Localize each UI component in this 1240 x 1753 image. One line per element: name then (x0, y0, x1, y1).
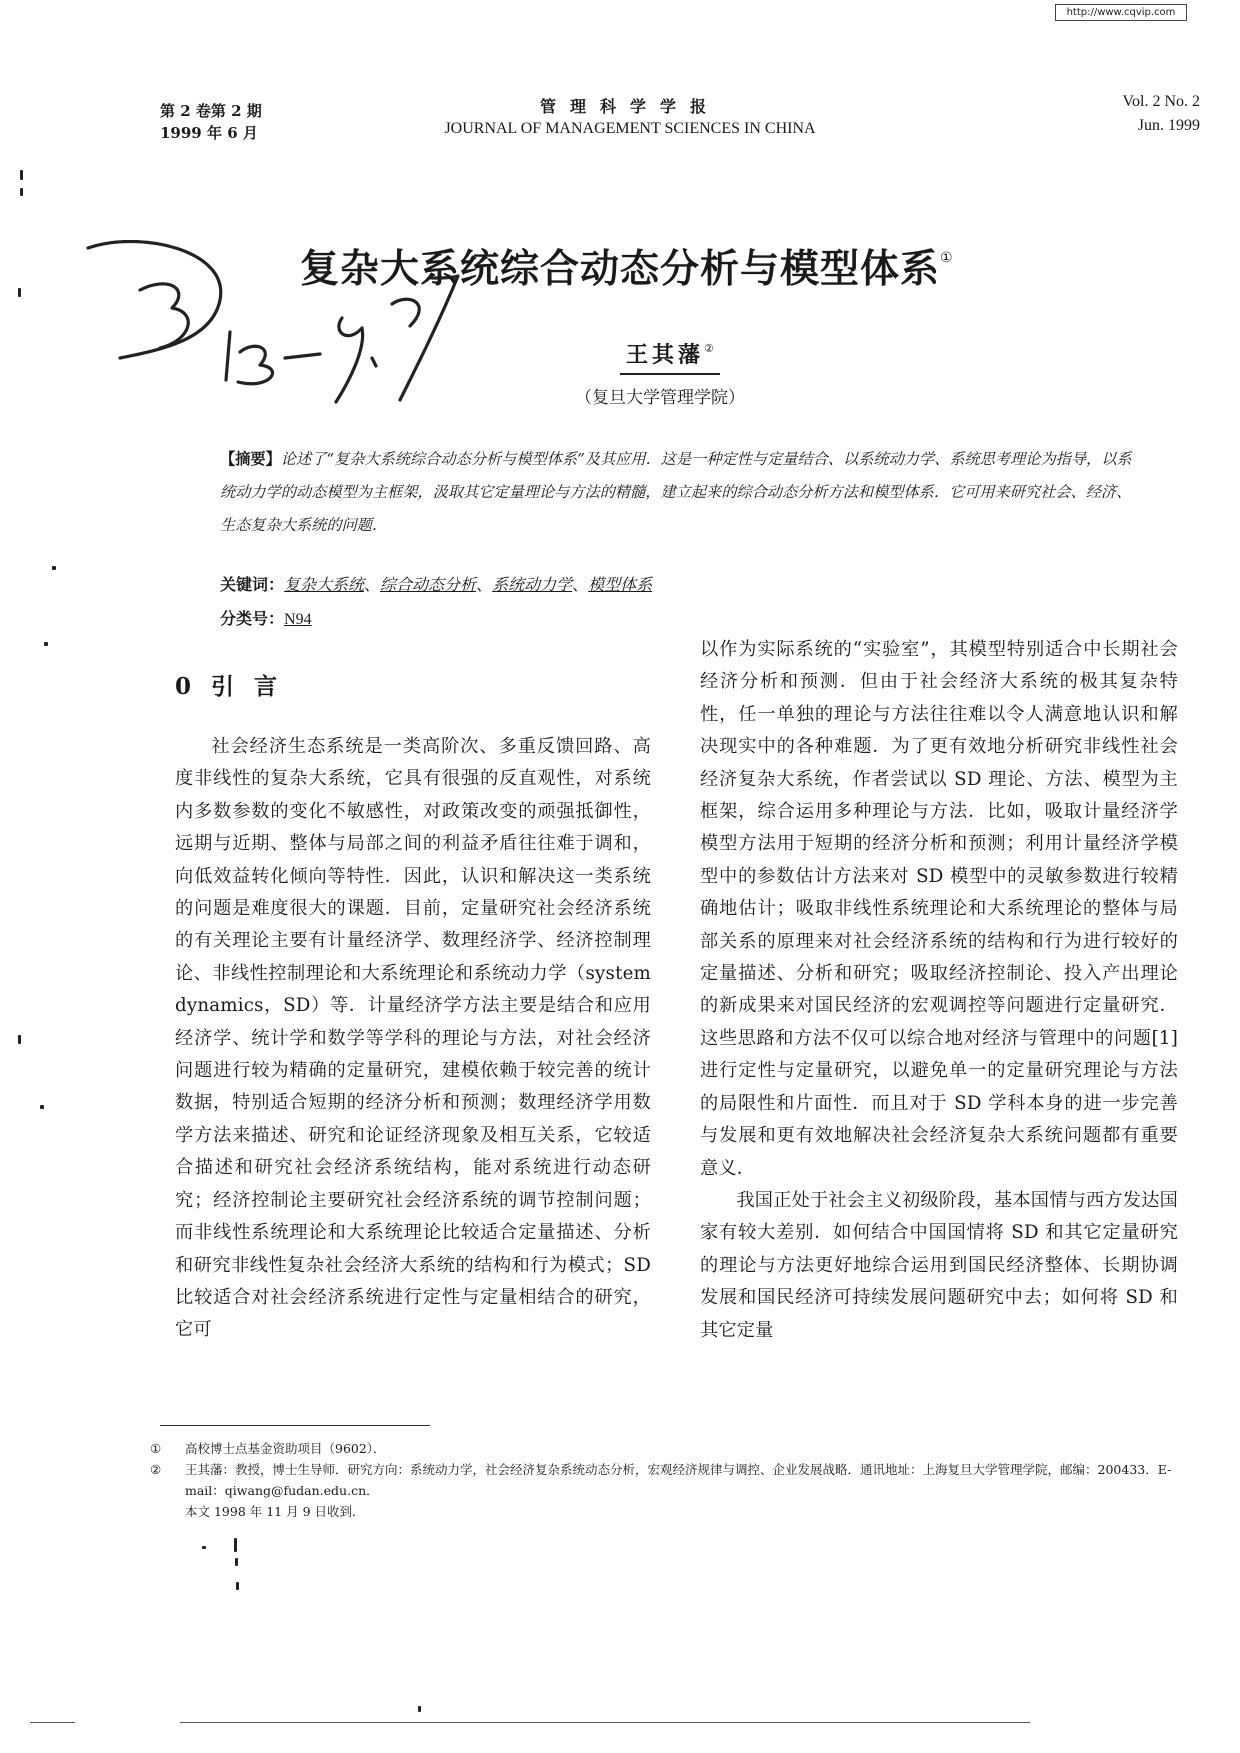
footnote (150, 1459, 1200, 1501)
keyword-separator: 、 (476, 575, 493, 594)
journal-name-cn: 管理科学学报 (539, 97, 720, 116)
scan-speck (234, 1538, 237, 1552)
scan-speck (40, 1105, 44, 1109)
abstract-label: 【摘要】 (220, 450, 281, 468)
classification-label: 分类号： (220, 609, 285, 628)
body-paragraph: 以作为实际系统的“实验室”，其模型特别适合中长期社会经济分析和预测．但由于社会经济大系统的极其复杂特性，任一单独的理论与方法往往难以令人满意地认识和解决现实中的各种难题．为了更有效地分析研究非线性社会经济复杂大系统，作者尝试以 SD 理论、方法、模型为主框架，综合运用多种理论与方法．比如，吸取计量经济学模型方法用于短期的经济分析和预测；利用计量经济学模型中的参数估计方法来对 SD 模型中的灵敏参数进行较精确地估计；吸取非线性系统理论和大系统理论的整体与局部关系的原理来对社会经济系统的结构和行为进行较好的定量描述、分析和研究；吸取经济控制论、投入产出理论的新成果来对国民经济的宏观调控等问题进行定量研究．这些思路和方法不仅可以综合地对经济与管理中的问题[1]进行定性与定量研究，以避免单一的定量研究理论与方法的局限性和片面性．而且对于 SD 学科本身的进一步完善与发展和更有效地解决社会经济复杂大系统问题都有重要意义． (700, 639, 1178, 1179)
author-name (620, 338, 720, 375)
body-column-right (700, 634, 1178, 1347)
keyword-item: 复杂大系统 (284, 575, 365, 594)
keyword-separator: 、 (572, 575, 589, 594)
author-footnote-mark: ② (704, 342, 714, 355)
keywords (220, 572, 652, 595)
footnote-mark: ① (150, 1441, 162, 1456)
page-bottom-rule (180, 1722, 1030, 1723)
footnote-text: 高校博士点基金资助项目（9602）． (185, 1441, 386, 1456)
scan-speck (202, 1546, 206, 1549)
scan-speck (20, 170, 23, 180)
keyword-item: 系统动力学 (492, 575, 573, 594)
author-name-text: 王其藩 (626, 342, 705, 368)
body-paragraph: 我国正处于社会主义初级阶段，基本国情与西方发达国家有较大差别．如何结合中国国情将 SD 和其它定量研究的理论与方法更好地综合运用到国民经济整体、长期协调发展和国民经济可持续发展问题研究中去；如何将 SD 和其它定量 (700, 1189, 1178, 1341)
footnote-rule (160, 1425, 430, 1426)
journal-name (400, 96, 860, 140)
scan-speck (52, 566, 56, 570)
date-cn: 1999 年 6 月 (160, 124, 258, 142)
scan-speck (236, 1582, 239, 1590)
date-en: Jun. 1999 (1137, 117, 1200, 134)
scan-speck (418, 1706, 421, 1712)
scan-speck (235, 1558, 238, 1566)
scan-speck (20, 188, 23, 196)
source-url-box: http://www.cqvip.com (1055, 4, 1187, 21)
abstract-text: 论述了“复杂大系统综合动态分析与模型体系”及其应用．这是一种定性与定量结合、以系统动力学、系统思考理论为指导，以系统动力学的动态模型为主框架，汲取其它定量理论与方法的精髓，建立起来的综合动态分析方法和模型体系．它可用来研究社会、经济、生态复杂大系统的问题． (220, 450, 1132, 534)
page-bottom-rule (30, 1722, 75, 1723)
footnote (150, 1438, 1200, 1459)
paper-title (300, 238, 954, 294)
title-footnote-mark: ① (940, 250, 954, 266)
volume-en: Vol. 2 No. 2 (1122, 93, 1200, 110)
scan-speck (18, 1035, 21, 1044)
section-heading: 0 引 言 (175, 673, 284, 700)
classification-value: N94 (284, 611, 312, 628)
keyword-item: 综合动态分析 (380, 575, 477, 594)
volume-cn: 第 2 卷第 2 期 (160, 102, 262, 120)
abstract (220, 443, 1140, 542)
footnotes (150, 1438, 1200, 1522)
keyword-item: 模型体系 (588, 575, 653, 594)
footnote (150, 1501, 1200, 1522)
classification-number (220, 606, 332, 629)
body-column-left (175, 731, 651, 1347)
footnote-text: 本文 1998 年 11 月 9 日收到． (185, 1504, 365, 1519)
footnote-mark: ② (150, 1462, 162, 1477)
keyword-separator: 、 (364, 575, 381, 594)
keywords-label: 关键词： (220, 575, 285, 594)
body-paragraph: 社会经济生态系统是一类高阶次、多重反馈回路、高度非线性的复杂大系统，它具有很强的反直观性，对系统内多数参数的变化不敏感性，对政策改变的顽强抵御性，远期与近期、整体与局部之间的利益矛盾往往难于调和，向低效益转化倾向等特性．因此，认识和解决这一类系统的问题是难度很大的课题．目前，定量研究社会经济系统的有关理论主要有计量经济学、数理经济学、经济控制理论、非线性控制理论和大系统理论和系统动力学（system dynamics，SD）等．计量经济学方法主要是结合和应用经济学、统计学和数学等学科的理论与方法，对社会经济问题进行较为精确的定量研究，建模依赖于较完善的统计数据，特别适合短期的经济分析和预测；数理经济学用数学方法来描述、研究和论证经济现象及相互关系，它较适合描述和研究社会经济系统结构，能对系统进行动态研究；经济控制论主要研究社会经济系统的调节控制问题；而非线性系统理论和大系统理论比较适合定量描述、分析和研究非线性复杂社会经济大系统的结构和行为模式；SD 比较适合对社会经济系统进行定性与定量相结合的研究，它可 (175, 736, 651, 1341)
issue-info-en (1123, 90, 1201, 138)
journal-name-en: JOURNAL OF MANAGEMENT SCIENCES IN CHINA (444, 120, 816, 137)
footnote-text: 王其藩：教授，博士生导师．研究方向：系统动力学，社会经济复杂系统动态分析，宏观经济规律与调控、企业发展战略．通讯地址：上海复旦大学管理学院，邮编：200433．E-mail：qiwang@fudan.edu.cn． (185, 1462, 1172, 1498)
scan-speck (18, 288, 21, 297)
issue-info-cn (160, 100, 262, 144)
paper-title-text: 复杂大系统综合动态分析与模型体系 (300, 247, 941, 292)
author-affiliation: （复旦大学管理学院） (575, 388, 745, 408)
scan-speck (44, 642, 48, 646)
